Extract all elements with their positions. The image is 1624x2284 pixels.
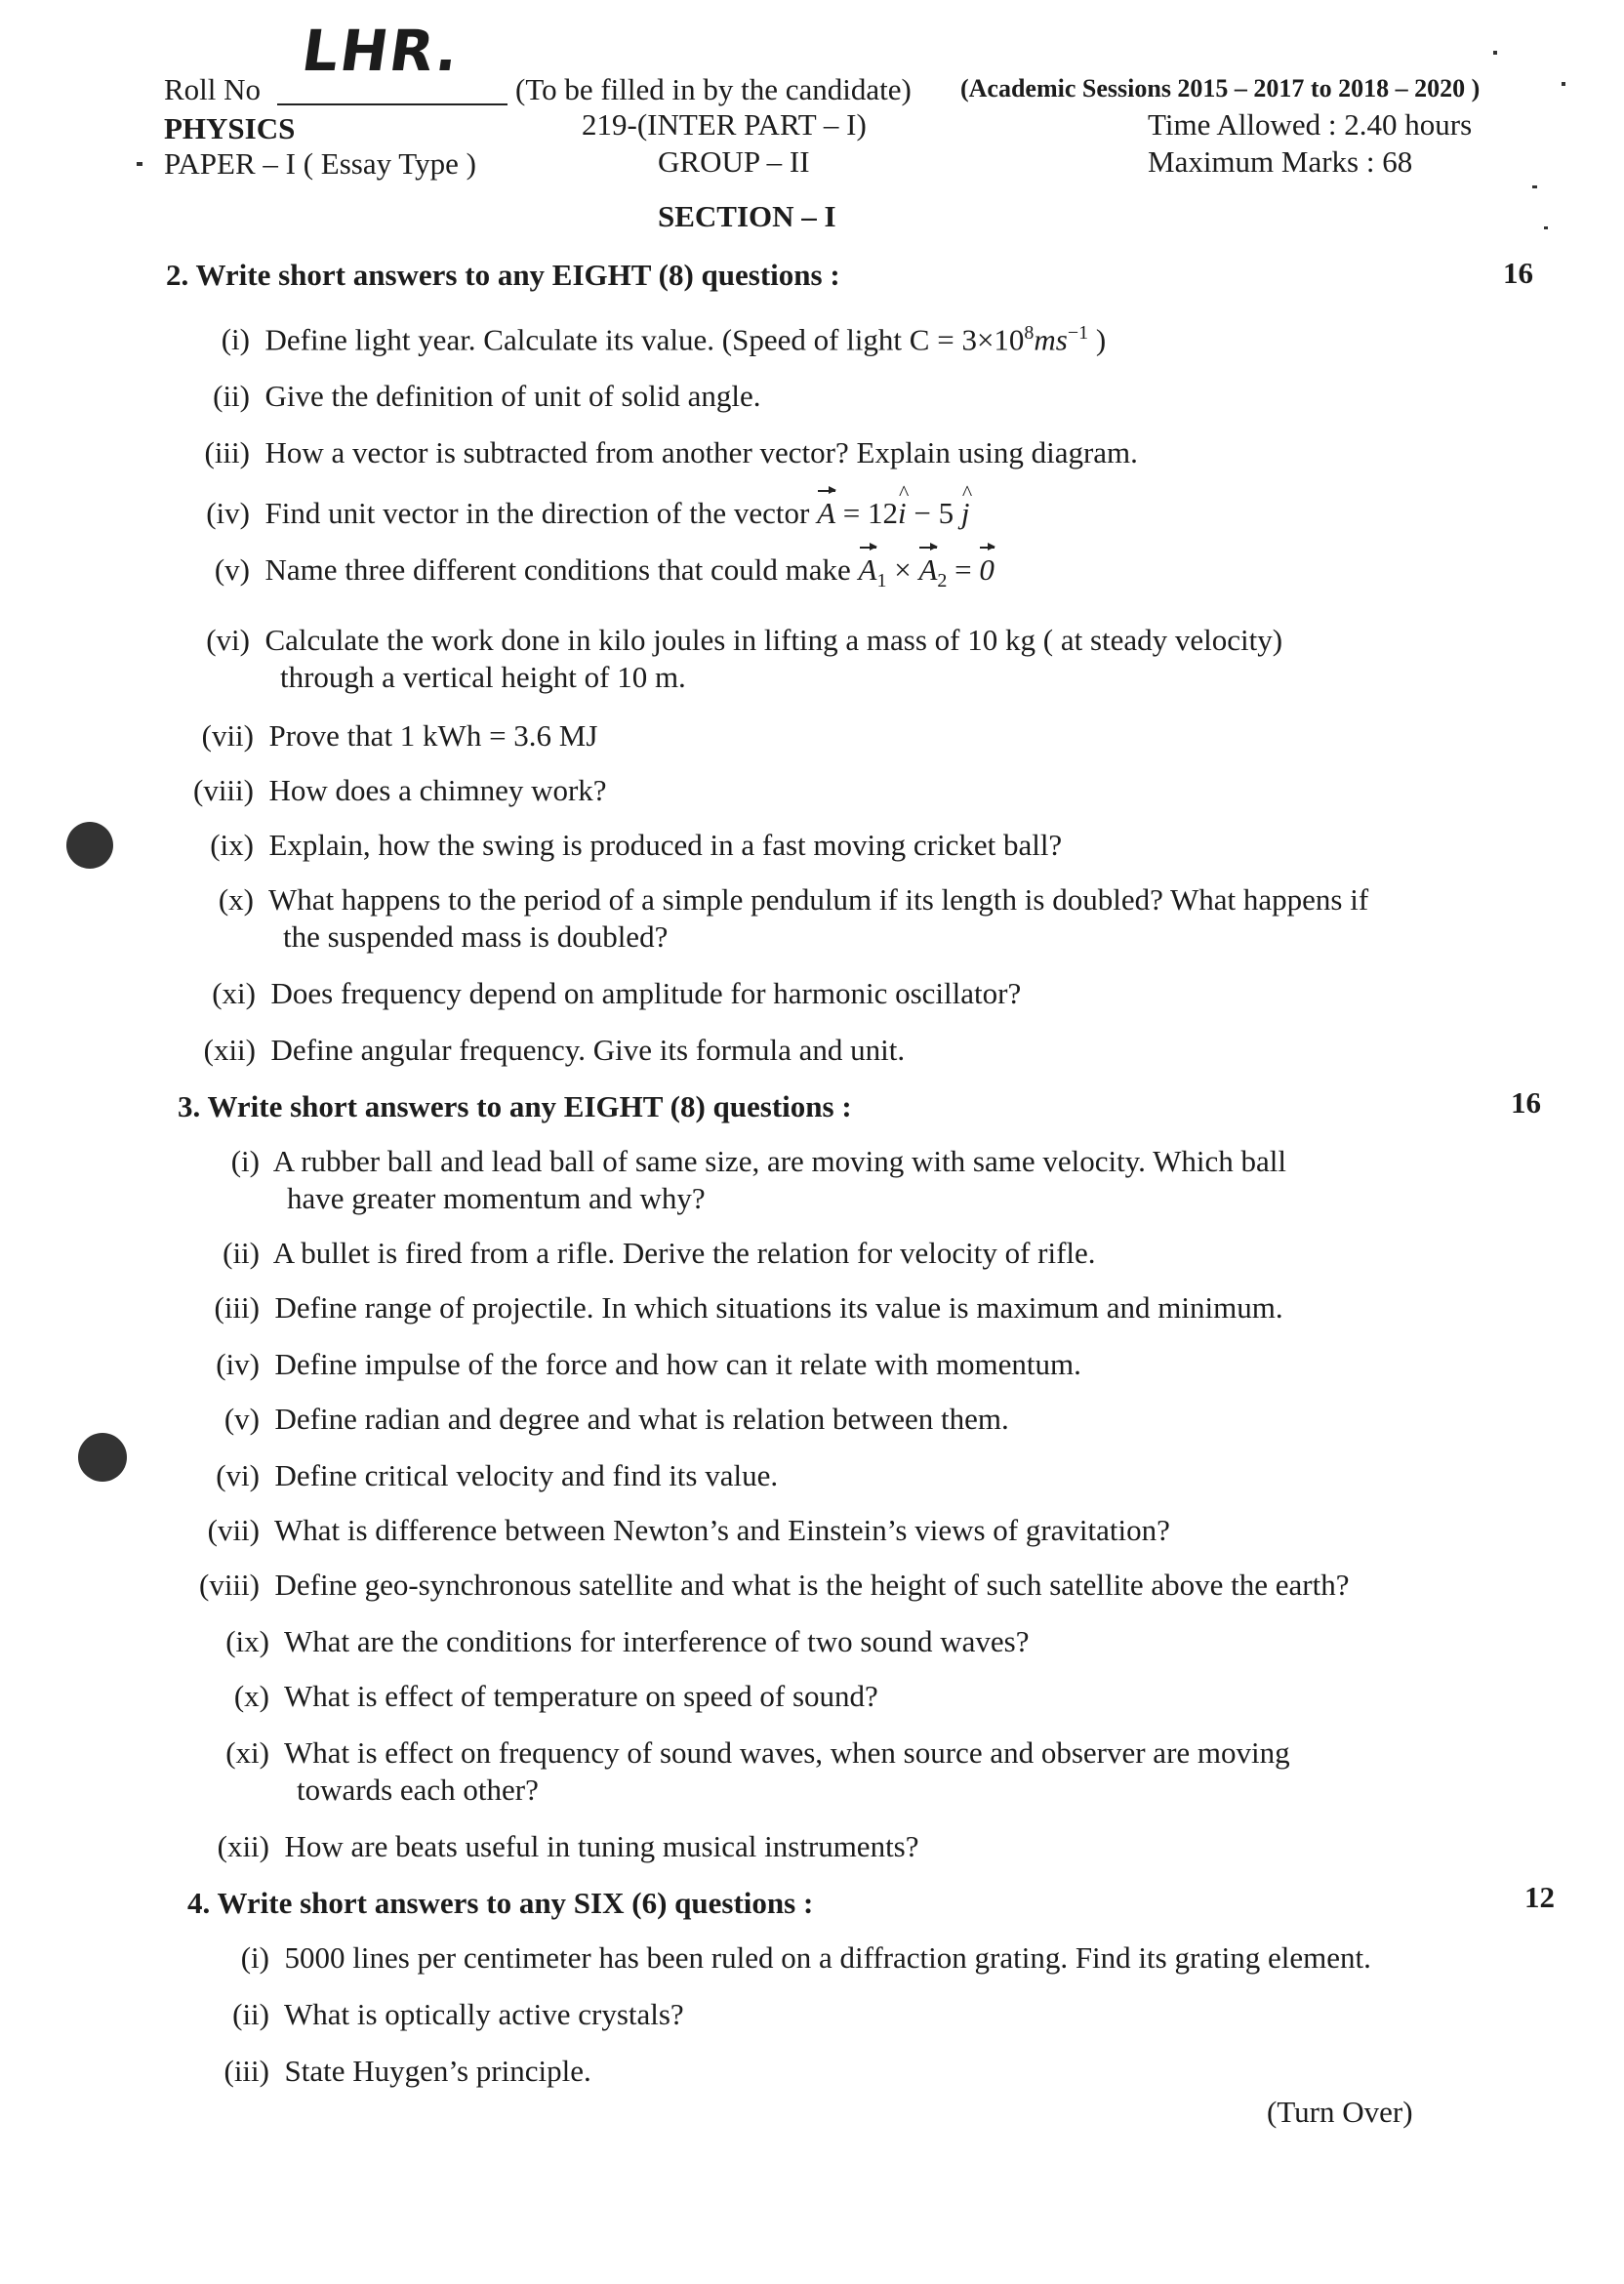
group-label: GROUP – II <box>658 144 810 179</box>
time-allowed: Time Allowed : 2.40 hours <box>1148 107 1473 142</box>
q2-item-2: (ii) Give the definition of unit of solid angle. <box>213 379 761 413</box>
q2-item-7: (vii) Prove that 1 kWh = 3.6 MJ <box>201 718 598 753</box>
punch-hole-mark <box>66 822 113 869</box>
fill-note: (To be filled in by the candidate) <box>515 72 912 106</box>
scan-speck <box>1544 226 1548 229</box>
section-title: SECTION – I <box>658 199 836 233</box>
roll-no-label: Roll No <box>164 72 262 106</box>
paper-code: 219-(INTER PART – I) <box>582 107 867 142</box>
q4-marks: 12 <box>1524 1880 1555 1914</box>
q3-item-4: (iv) Define impulse of the force and how can it relate with momentum. <box>216 1347 1081 1381</box>
q2-item-6-cont: through a vertical height of 10 m. <box>280 660 686 694</box>
q2-heading: 2. Write short answers to any EIGHT (8) questions : <box>166 258 840 292</box>
q3-item-5: (v) Define radian and degree and what is relation between them. <box>223 1402 1009 1436</box>
q2-item-9: (ix) Explain, how the swing is produced in a fast moving cricket ball? <box>210 828 1063 862</box>
q3-item-8: (viii) Define geo-synchronous satellite and what is the height of such satellite above the earth? <box>199 1568 1350 1602</box>
q2-item-10: (x) What happens to the period of a simple pendulum if its length is doubled? What happens if <box>218 882 1369 917</box>
maximum-marks: Maximum Marks : 68 <box>1148 144 1413 179</box>
scan-speck <box>1493 51 1497 55</box>
q2-item-8: (viii) How does a chimney work? <box>193 773 607 807</box>
unit-j-hat: ^ j <box>961 496 970 531</box>
academic-sessions: (Academic Sessions 2015 – 2017 to 2018 – 2020 ) <box>960 74 1481 102</box>
unit-i-hat: ^ i <box>898 496 907 531</box>
q3-item-12: (xii) How are beats useful in tuning musical instruments? <box>217 1829 919 1863</box>
q3-item-10: (x) What is effect of temperature on speed of sound? <box>233 1679 878 1713</box>
q2-item-3: (iii) How a vector is subtracted from another vector? Explain using diagram. <box>204 435 1138 469</box>
q3-heading: 3. Write short answers to any EIGHT (8) questions : <box>178 1089 852 1123</box>
vector-a-symbol: A <box>817 496 836 530</box>
q3-item-11: (xi) What is effect on frequency of sound waves, when source and observer are moving <box>225 1735 1290 1770</box>
q3-item-9: (ix) What are the conditions for interference of two sound waves? <box>225 1624 1030 1658</box>
q2-item-4: (iv) Find unit vector in the direction of the vector A = 12^ i − 5 ^ j <box>185 496 970 531</box>
q4-heading: 4. Write short answers to any SIX (6) questions : <box>187 1886 814 1920</box>
scan-speck <box>1562 82 1565 86</box>
q3-item-7: (vii) What is difference between Newton’s and Einstein’s views of gravitation? <box>207 1513 1170 1547</box>
q2-marks: 16 <box>1503 256 1533 290</box>
scan-speck <box>1532 185 1537 188</box>
scan-speck <box>137 162 142 166</box>
q2-item-6: (vi) Calculate the work done in kilo joules in lifting a mass of 10 kg ( at steady velocity) <box>206 623 1283 657</box>
q3-item-11-cont: towards each other? <box>297 1773 539 1807</box>
roll-no-field[interactable] <box>277 103 508 105</box>
q3-item-6: (vi) Define critical velocity and find its value. <box>216 1458 779 1492</box>
paper-type: PAPER – I ( Essay Type ) <box>164 146 476 181</box>
turn-over-note: (Turn Over) <box>1267 2095 1413 2129</box>
q2-item-10-cont: the suspended mass is doubled? <box>283 919 669 954</box>
q2-item-11: (xi) Does frequency depend on amplitude for harmonic oscillator? <box>212 976 1022 1010</box>
q3-marks: 16 <box>1511 1085 1541 1120</box>
handwritten-city-mark: LHR. <box>298 18 466 84</box>
q3-item-2: (ii) A bullet is fired from a rifle. Derive the relation for velocity of rifle. <box>223 1236 1096 1270</box>
q3-item-3: (iii) Define range of projectile. In which situations its value is maximum and minimum. <box>214 1290 1283 1325</box>
subject-title: PHYSICS <box>164 111 296 145</box>
q4-item-3: (iii) State Huygen’s principle. <box>223 2054 591 2088</box>
q4-item-1: (i) 5000 lines per centimeter has been ruled on a diffraction grating. Find its grating element. <box>240 1940 1371 1975</box>
q4-item-2: (ii) What is optically active crystals? <box>232 1997 684 2031</box>
q2-item-12: (xii) Define angular frequency. Give its formula and unit. <box>203 1033 906 1067</box>
q3-item-1: (i) A rubber ball and lead ball of same size, are moving with same velocity. Which ball <box>230 1144 1286 1178</box>
q3-item-1-cont: have greater momentum and why? <box>287 1181 706 1215</box>
punch-hole-mark <box>78 1433 127 1482</box>
q2-item-5: (v) Name three different conditions that could make $A_1 \times A_2 = 0$ <box>214 552 995 592</box>
q2-item-1: (i) Define light year. Calculate its value. (Speed of light $C = 3\times 10^8ms^{-1}$ ) <box>221 322 1107 357</box>
